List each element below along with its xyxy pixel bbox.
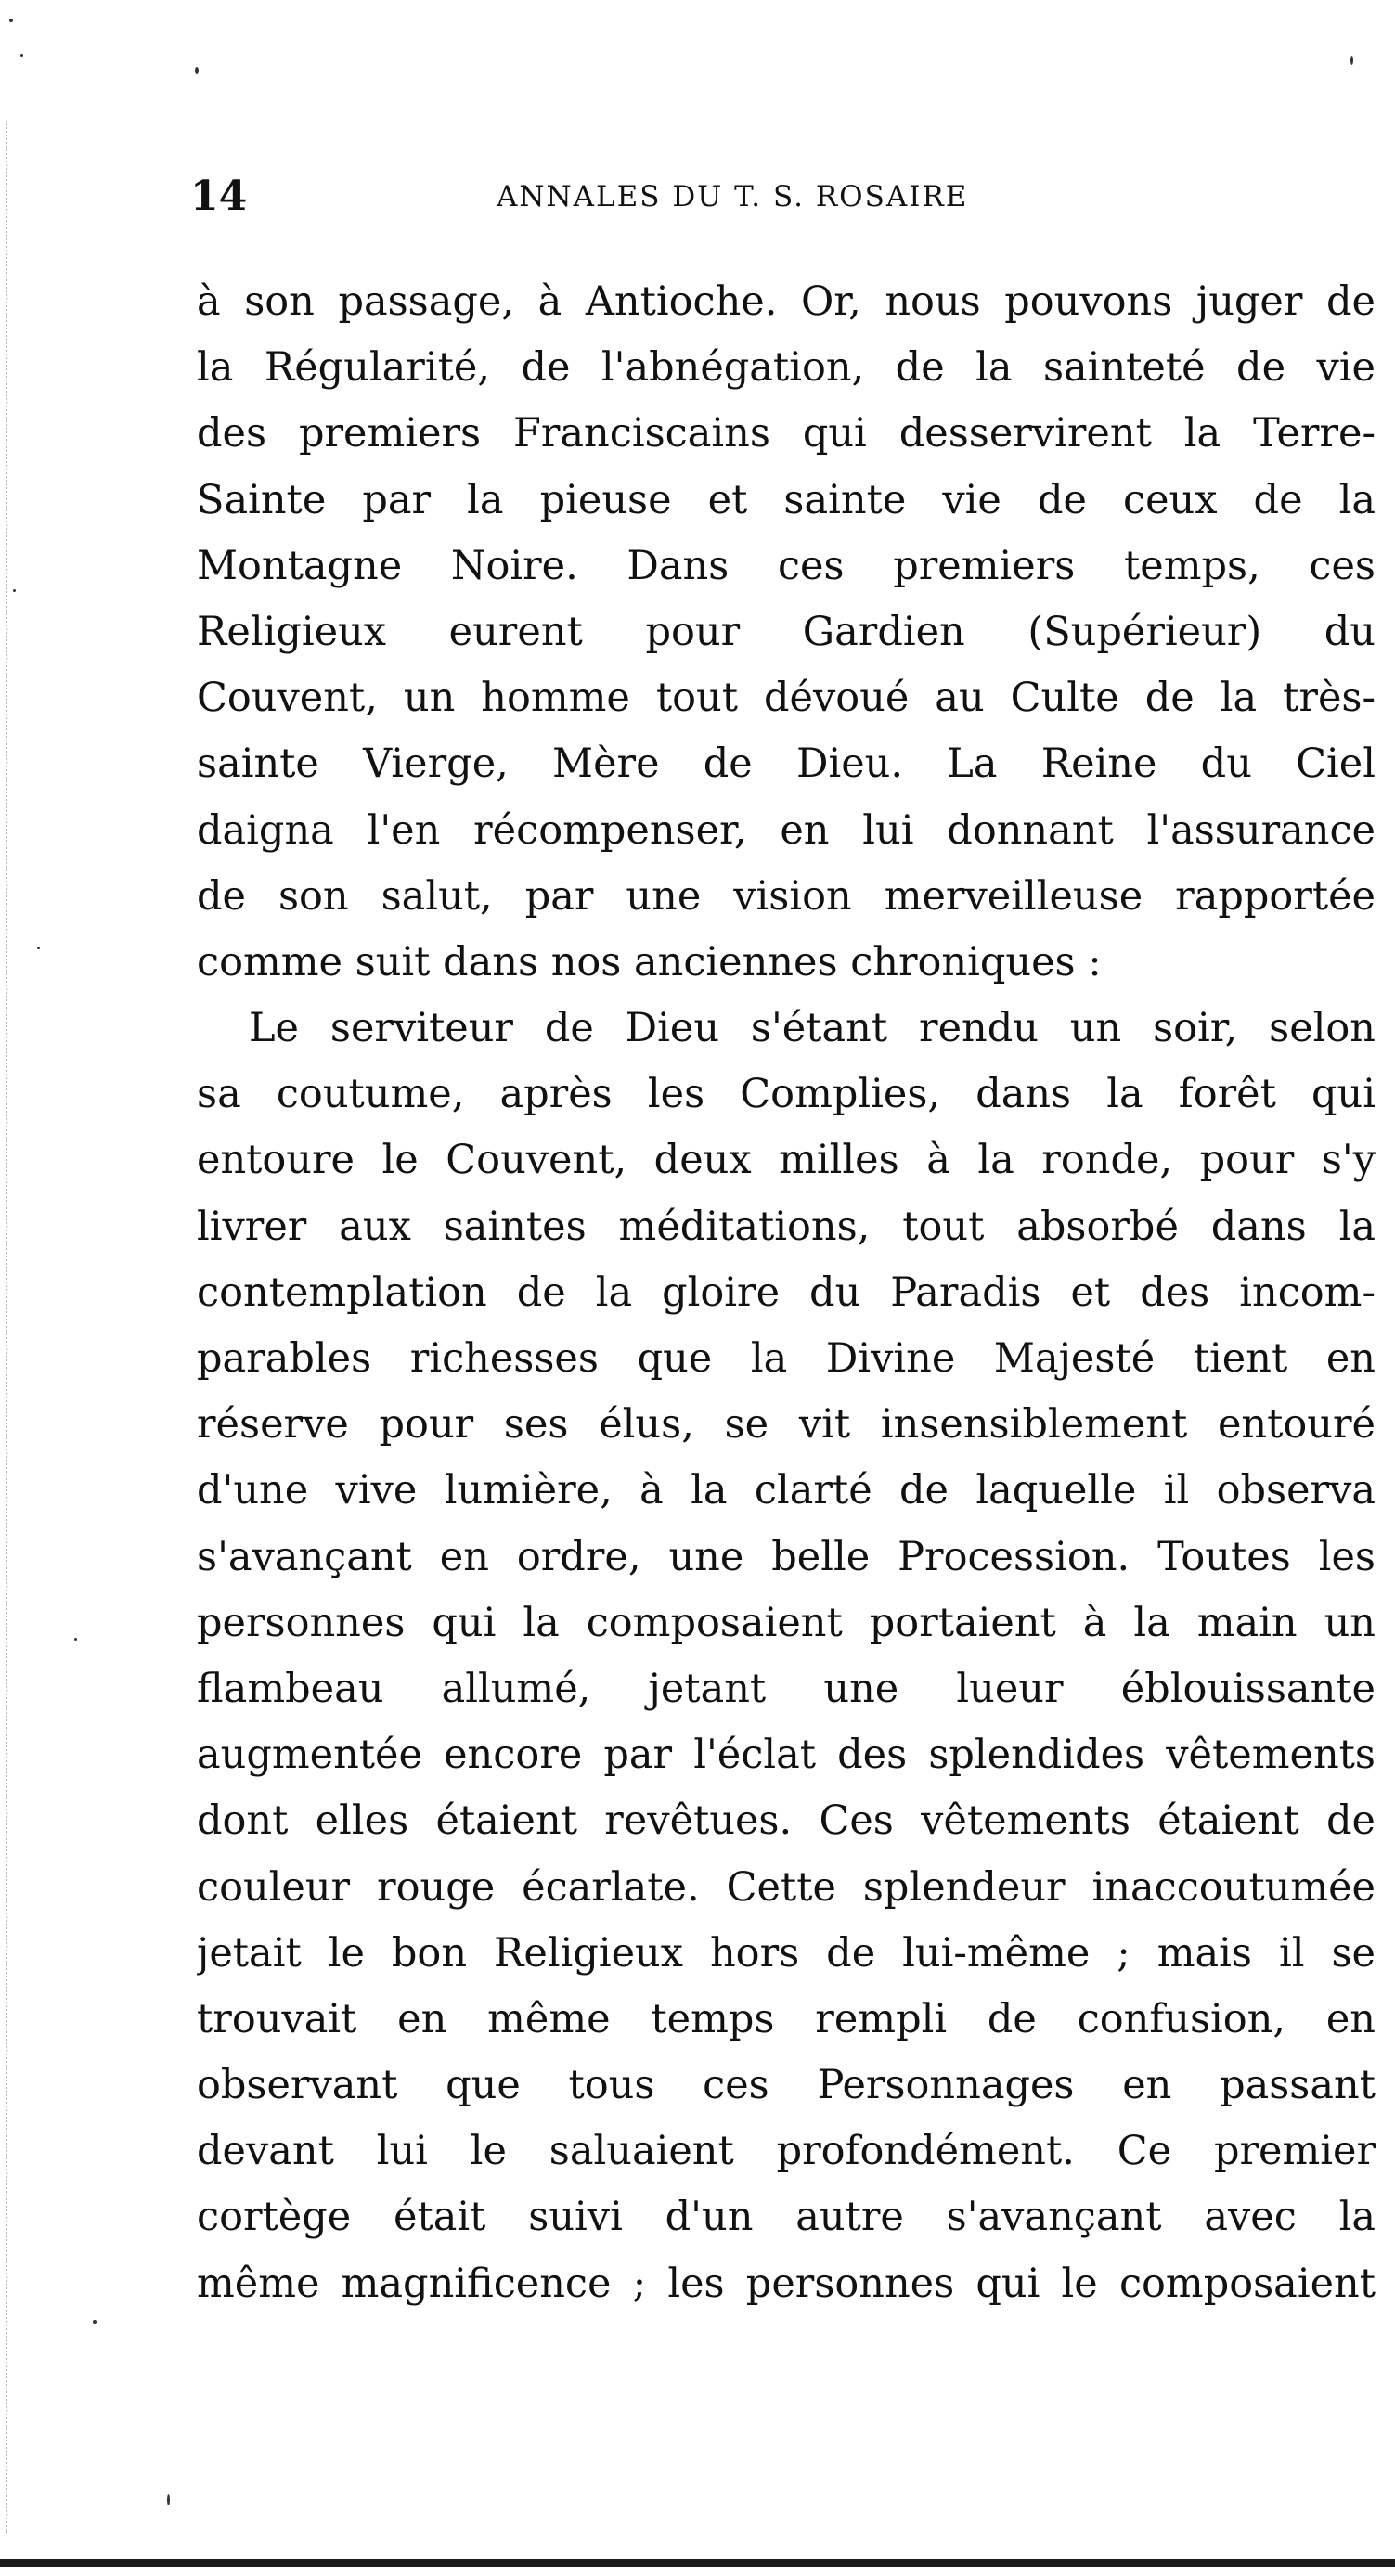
text-line: Le serviteur de Dieu s'étant rendu un soir, selon [249, 1005, 1376, 1052]
page-number: 14 [190, 173, 248, 220]
text-line: cortège était suivi d'un autre s'avançant avec la [197, 2194, 1376, 2241]
ink-speck [195, 67, 199, 74]
text-line: d'une vive lumière, à la clarté de laquelle il observa [197, 1467, 1376, 1514]
ink-speck [37, 947, 40, 949]
text-line: Couvent, un homme tout dévoué au Culte de la très- [197, 675, 1376, 722]
text-line: Sainte par la pieuse et sainte vie de ceux de la [197, 476, 1376, 523]
text-line: entoure le Couvent, deux milles à la ronde, pour s'y [197, 1137, 1376, 1184]
text-line: s'avançant en ordre, une belle Procession. Toutes les [197, 1533, 1376, 1580]
text-line: des premiers Franciscains qui desservirent la Terre- [197, 410, 1376, 457]
paragraph-1 [197, 269, 1376, 996]
page-edge-specks [6, 121, 9, 2533]
ink-speck [13, 589, 16, 592]
text-line: jetait le bon Religieux hors de lui-même ; mais il se [197, 1929, 1376, 1977]
running-title: ANNALES DU T. S. ROSAIRE [497, 180, 969, 213]
text-line: de son salut, par une vision merveilleuse rapportée [197, 872, 1376, 920]
ink-speck [167, 2494, 170, 2505]
text-line: sainte Vierge, Mère de Dieu. La Reine du Ciel [197, 741, 1376, 788]
text-line: contemplation de la gloire du Paradis et des incom- [197, 1269, 1376, 1316]
text-line: observant que tous ces Personnages en passant [197, 2062, 1376, 2109]
text-line: personnes qui la composaient portaient à la main un [197, 1599, 1376, 1646]
ink-speck [9, 19, 13, 22]
text-line: couleur rouge écarlate. Cette splendeur inaccoutumée [197, 1863, 1376, 1911]
ink-speck [1350, 56, 1353, 65]
text-line: devant lui le saluaient profondément. Ce premier [197, 2128, 1376, 2175]
text-line: trouvait en même temps rempli de confusion, en [197, 1995, 1376, 2042]
text-line: Montagne Noire. Dans ces premiers temps, ces [197, 542, 1376, 589]
text-line: dont elles étaient revêtues. Ces vêtements étaient de [197, 1797, 1376, 1845]
ink-speck [20, 54, 23, 57]
page-bottom-edge [0, 2559, 1395, 2567]
text-line: la Régularité, de l'abnégation, de la sainteté de vie [197, 344, 1376, 392]
text-line: comme suit dans nos anciennes chroniques : [197, 938, 1102, 985]
text-line: sa coutume, après les Complies, dans la forêt qui [197, 1071, 1376, 1118]
text-line: daigna l'en récompenser, en lui donnant l'assurance [197, 806, 1376, 854]
text-line: flambeau allumé, jetant une lueur éblouissante [197, 1665, 1376, 1712]
text-line: Religieux eurent pour Gardien (Supérieur) du [197, 608, 1376, 655]
text-line: à son passage, à Antioche. Or, nous pouvons juger de [197, 278, 1376, 325]
paragraph-2 [197, 996, 1376, 2317]
text-line: parables richesses que la Divine Majesté tient en [197, 1335, 1376, 1382]
ink-speck [74, 1638, 77, 1641]
text-line: réserve pour ses élus, se vit insensiblement entouré [197, 1401, 1376, 1449]
text-line: livrer aux saintes méditations, tout absorbé dans la [197, 1203, 1376, 1250]
body-text [197, 269, 1376, 2317]
text-line: augmentée encore par l'éclat des splendides vêtements [197, 1732, 1376, 1779]
text-line: même magnificence ; les personnes qui le composaient [197, 2260, 1376, 2307]
ink-speck [93, 2320, 97, 2324]
page-header [190, 169, 1360, 225]
